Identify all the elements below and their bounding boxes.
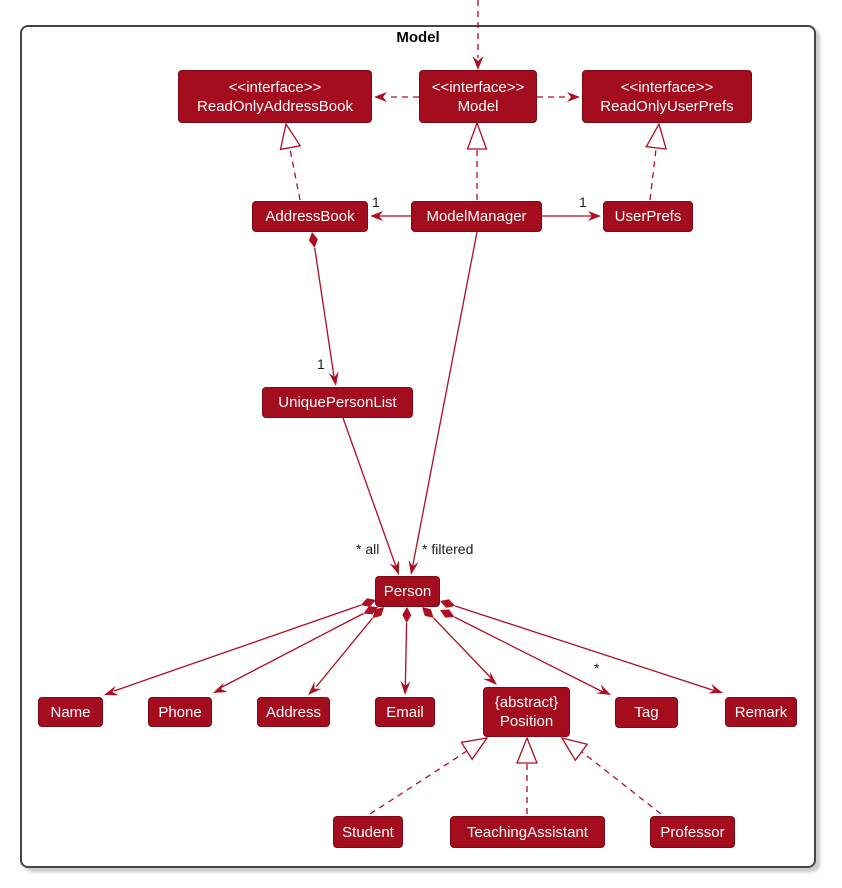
class-name-label: Professor	[660, 823, 725, 841]
multiplicity-label-all: * all	[356, 541, 380, 557]
dependency-arrow-model-to-readonlyaddressbook	[374, 92, 419, 102]
class-name-label: Model	[457, 97, 499, 115]
class-name-label: Position	[499, 713, 554, 730]
association-modelmanager-to-userprefs	[542, 211, 601, 221]
class-box-phone	[148, 697, 212, 727]
class-box-model	[419, 70, 537, 123]
multiplicity-label-tag: *	[594, 660, 600, 676]
class-box-student	[333, 816, 403, 848]
class-box-readonlyaddressbook	[178, 70, 372, 123]
composition-person-to-position	[422, 607, 497, 685]
class-name-label: Remark	[734, 703, 788, 721]
class-box-position	[483, 687, 570, 737]
class-box-address	[257, 697, 330, 727]
stereotype-label: <<interface>>	[228, 78, 322, 96]
class-name-label: ReadOnlyAddressBook	[197, 97, 353, 115]
stereotype-label: {abstract}	[494, 694, 559, 711]
association-modelmanager-to-person	[409, 232, 477, 575]
multiplicity-label-addressbook: 1	[372, 194, 380, 210]
realization-teachingassistant-position	[517, 738, 537, 814]
realization-modelmanager-model	[468, 123, 487, 200]
composition-person-to-phone	[213, 606, 378, 693]
multiplicity-label-userprefs: 1	[579, 194, 587, 210]
class-name-label: Person	[383, 583, 432, 600]
multiplicity-label-uniquepersonlist: 1	[317, 356, 325, 372]
class-name-label: Student	[342, 823, 394, 841]
class-box-remark	[725, 697, 797, 727]
diagram-title: Model	[396, 29, 440, 46]
realization-userprefs-readonlyuserprefs	[646, 124, 666, 200]
class-name-label: Address	[265, 703, 322, 721]
composition-person-to-address	[308, 607, 384, 695]
incoming-dependency-arrow	[473, 0, 484, 70]
class-name-label: ModelManager	[426, 208, 527, 225]
class-box-addressbook	[252, 201, 368, 232]
class-name-label: Email	[386, 703, 424, 721]
class-box-userprefs	[603, 201, 693, 232]
dependency-arrow-model-to-readonlyuserprefs	[537, 92, 580, 102]
multiplicity-label-filtered: * filtered	[422, 541, 474, 557]
class-name-label: TeachingAssistant	[467, 823, 588, 841]
stereotype-label: <<interface>>	[620, 78, 714, 96]
realization-student-position	[370, 738, 487, 814]
class-box-name	[38, 697, 103, 727]
class-box-uniquepersonlist	[262, 387, 413, 418]
class-name-label: UniquePersonList	[278, 394, 397, 411]
realization-addressbook-readonlyaddressbook	[281, 124, 301, 200]
stereotype-label: <<interface>>	[431, 78, 525, 96]
composition-person-to-remark	[440, 599, 723, 693]
composition-person-to-email	[400, 607, 411, 695]
association-modelmanager-to-addressbook	[370, 211, 412, 221]
class-box-modelmanager	[411, 201, 542, 232]
class-box-person	[375, 576, 440, 607]
class-name-label: Tag	[634, 704, 659, 721]
composition-person-to-name	[104, 598, 376, 695]
class-name-label: Name	[50, 703, 91, 721]
class-box-professor	[650, 816, 735, 848]
class-box-teachingassistant	[450, 816, 605, 848]
class-box-readonlyuserprefs	[582, 70, 752, 123]
class-box-tag	[615, 697, 678, 728]
class-name-label: AddressBook	[265, 208, 355, 225]
realization-professor-position	[562, 738, 661, 814]
class-name-label: UserPrefs	[614, 208, 682, 225]
class-box-email	[375, 697, 435, 727]
class-name-label: Phone	[158, 703, 202, 721]
class-name-label: ReadOnlyUserPrefs	[600, 97, 734, 115]
